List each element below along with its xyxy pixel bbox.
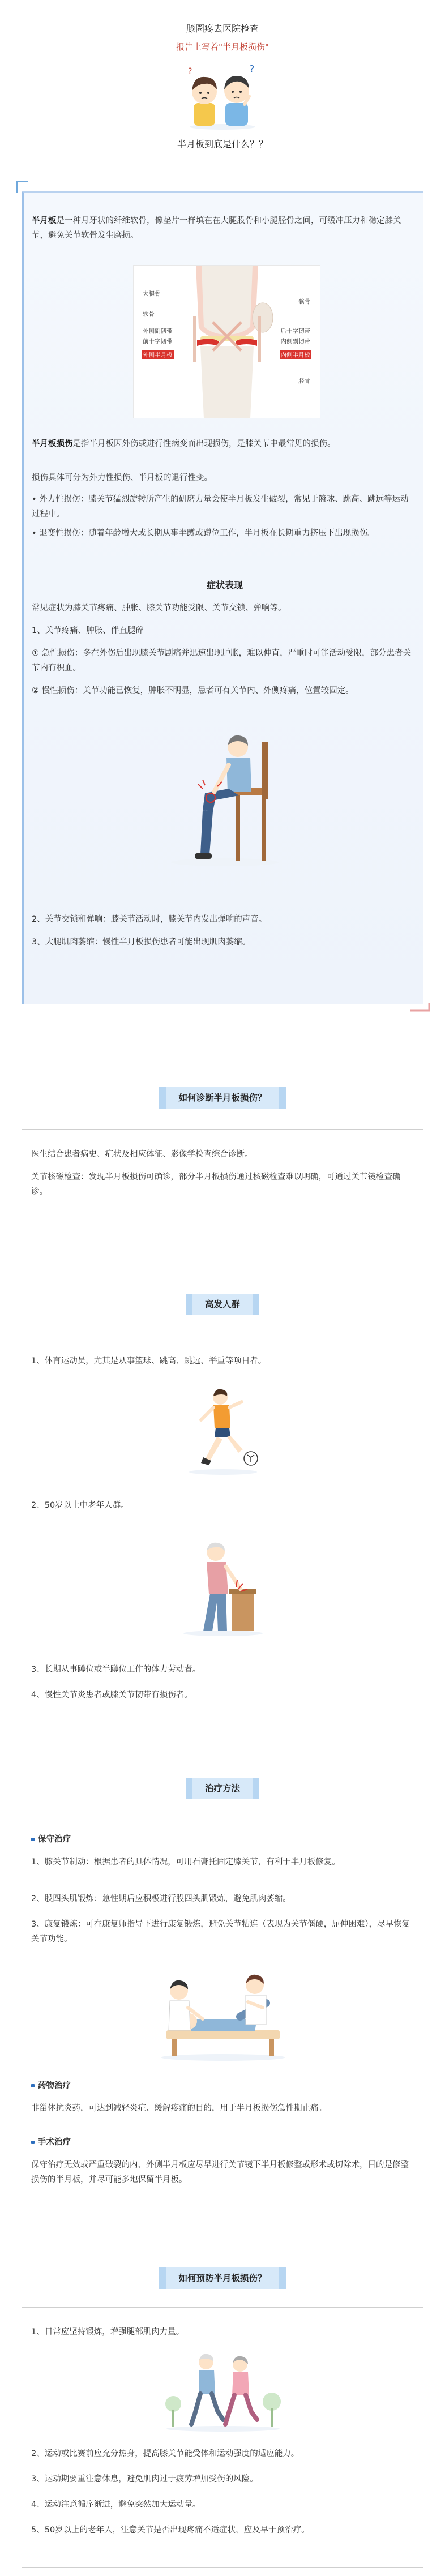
prevention-box	[22, 2307, 423, 2568]
risk-header-pill: 高发人群	[192, 1294, 253, 1315]
risk-item-4: 4、慢性关节炎患者或膝关节韧带有损伤者。	[31, 1691, 192, 1700]
prevention-item-1: 1、日常应坚持锻炼，增强腿部肌肉力量。	[31, 2327, 185, 2337]
intro-paragraph-1-text: 是一种月牙状的纤维软骨，像垫片一样填在在大腿股骨和小腿胫骨之间，可缓冲压力和稳定膝关节，避免关节软骨发生磨损。	[32, 216, 401, 240]
corner-decoration-bottom	[409, 1002, 430, 1012]
label-patella: 髌骨	[298, 298, 310, 305]
label-tibia: 胫骨	[298, 378, 310, 384]
header-line-2: 报告上写着"半月板损伤"	[176, 42, 269, 52]
intro-bullet-traumatic: • 外力性损伤：膝关节猛烈旋转所产生的研磨力量会使半月板发生破裂，常见于篮球、跳高、跳远等运动过程中。	[32, 495, 409, 519]
term-meniscus: 半月板	[32, 216, 57, 225]
diagnosis-paragraph-1: 医生结合患者病史、症状及相应体征、影像学检查综合诊断。	[31, 1150, 253, 1159]
symptoms-title: 症状表现	[206, 580, 243, 590]
prevention-section-header	[0, 2267, 445, 2289]
conservative-item-2: 2、股四头肌锻炼：急性期后应积极进行股四头肌锻炼，避免肌肉萎缩。	[31, 1894, 291, 1903]
diagnosis-box	[22, 1129, 423, 1214]
intro-paragraph-2-text: 是指半月板因外伤或进行性病变而出现损伤，是膝关节中最常见的损伤。	[72, 439, 336, 448]
intro-paragraph-3: 损伤具体可分为外力性损伤、半月板的退行性变。	[32, 473, 212, 482]
surgery-treatment-label: 手术治疗	[38, 2138, 71, 2147]
label-pcl: 后十字韧带	[280, 328, 310, 335]
drug-treatment-title	[31, 2078, 414, 2093]
symptoms-item-1: 1、关节疼痛、肿胀、伴直腿碎	[32, 626, 144, 635]
symptoms-acute: ① 急性损伤：多在外伤后出现膝关节剧痛并迅速出现肿胀，难以伸直，严重时可能活动受限，部分患者关节内有积血。	[32, 649, 412, 673]
svg-text:?: ?	[249, 63, 255, 75]
diagnosis-paragraph-2: 关节核磁检查：发现半月板损伤可确诊，部分半月板损伤通过核磁检查难以明确，可通过关节镜检查确诊。	[31, 1173, 401, 1196]
risk-item-1: 1、体育运动员，尤其是从事篮球、跳高、跳远、举重等项目者。	[31, 1357, 267, 1366]
svg-text:?: ?	[188, 67, 192, 76]
risk-section-header	[0, 1294, 445, 1315]
label-medial-meniscus: 内侧半月板	[280, 352, 310, 358]
intro-paragraph-1	[32, 213, 417, 243]
label-lateral-meniscus: 外侧半月板	[143, 352, 173, 358]
label-medial-collateral: 内侧副韧带	[280, 338, 310, 345]
label-acl: 前十字韧带	[143, 338, 173, 345]
drug-treatment-label: 药物治疗	[38, 2081, 71, 2090]
jogging-couple-illustration	[161, 2347, 285, 2432]
prevention-item-4: 4、运动注意循序渐进，避免突然加大运动量。	[31, 2500, 201, 2509]
corner-decoration	[16, 181, 28, 193]
label-lateral-collateral: 外侧副韧带	[143, 328, 173, 335]
risk-item-2: 2、50岁以上中老年人群。	[31, 1501, 129, 1510]
intro-paragraph-2	[32, 437, 417, 451]
treatment-header-pill: 治疗方法	[192, 1778, 253, 1799]
surgery-treatment-title	[31, 2135, 414, 2150]
term-meniscus-injury: 半月板损伤	[32, 439, 73, 448]
knee-pain-illustration	[165, 725, 284, 867]
article-header	[0, 0, 445, 148]
symptoms-atrophy: 3、大腿肌肉萎缩：慢性半月板损伤患者可能出现肌肉萎缩。	[32, 938, 251, 947]
label-femur: 大腿骨	[143, 290, 161, 297]
prevention-item-5: 5、50岁以上的老年人，注意关节是否出现疼痛不适症状，应及早于预治疗。	[31, 2526, 310, 2535]
diagnosis-header-pill: 如何诊断半月板损伤？	[166, 1087, 279, 1109]
bullet-icon	[31, 1838, 35, 1841]
risk-box	[22, 1328, 423, 1738]
rehab-therapy-illustration	[155, 1962, 291, 2061]
drug-treatment-text: 非甾体抗炎药，可达到减轻炎症、缓解疼痛的目的，用于半月板损伤急性期止痛。	[31, 2104, 327, 2113]
symptoms-chronic: ② 慢性损伤：关节功能已恢复，肿胀不明显，患者可有关节内、外侧疼痛，位置较固定。	[32, 686, 354, 695]
bullet-icon	[31, 2084, 35, 2087]
diagnosis-section-header	[0, 1087, 445, 1109]
treatment-section-header	[0, 1778, 445, 1799]
symptoms-summary: 常见症状为膝关节疼痛、肿胀、膝关节功能受限、关节交锁、弹响等。	[32, 604, 286, 613]
soccer-player-illustration	[181, 1385, 266, 1475]
prevention-header-pill: 如何预防半月板损伤？	[166, 2267, 279, 2289]
bullet-icon	[31, 2141, 35, 2144]
risk-item-3: 3、长期从事蹲位或半蹲位工作的体力劳动者。	[31, 1665, 201, 1674]
treatment-box	[22, 1815, 423, 2250]
conservative-treatment-title	[31, 1832, 414, 1847]
header-line-1: 膝圈疼去医院检查	[186, 23, 259, 34]
conservative-treatment-label: 保守治疗	[38, 1835, 71, 1844]
intro-card	[22, 191, 423, 1004]
symptoms-locking: 2、关节交锁和弹响：膝关节活动时，膝关节内发出弹响的声音。	[32, 915, 267, 924]
elderly-knee-pain-illustration	[175, 1535, 271, 1637]
header-question: 半月板到底是什么？？	[177, 139, 268, 149]
label-cartilage: 软骨	[143, 311, 155, 318]
knee-anatomy-diagram	[133, 265, 320, 418]
prevention-item-3: 3、运动期要重注意休息，避免肌肉过于疲劳增加受伤的风险。	[31, 2475, 258, 2484]
prevention-item-2: 2、运动或比赛前应充分热身，提高膝关节能受体和运动强度的适应能力。	[31, 2449, 299, 2458]
conservative-item-1: 1、膝关节制动：根据患者的具体情况，可用石膏托固定膝关节，有利于半月板修复。	[31, 1858, 340, 1867]
conservative-item-3: 3、康复锻炼：可在康复师指导下进行康复锻炼，避免关节粘连（表现为关节僵硬，屈伸困难），尽早恢复关节功能。	[31, 1920, 410, 1944]
worried-kids-illustration	[186, 57, 259, 130]
surgery-treatment-text: 保守治疗无效或严重破裂的内、外侧半月板应尽早进行关节镜下半月板修整或形术或切除术，目的是修整损伤的半月板，并尽可能多地保留半月板。	[31, 2160, 409, 2184]
intro-bullet-degenerative: • 退变性损伤：随着年龄增大或长期从事半蹲或蹲位工作，半月板在长期重力挤压下出现损伤。	[32, 529, 376, 538]
